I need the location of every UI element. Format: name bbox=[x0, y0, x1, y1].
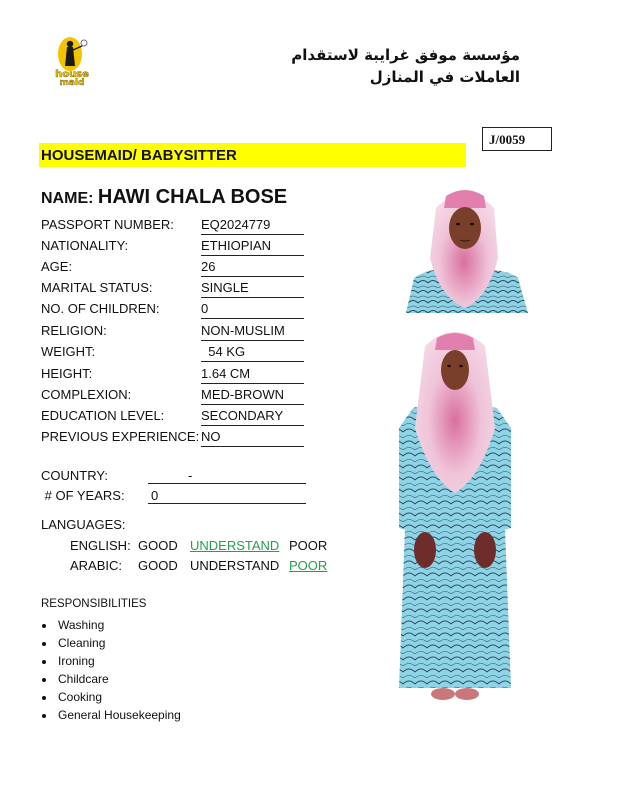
detail-value: 26 bbox=[201, 259, 304, 277]
detail-value: SECONDARY bbox=[201, 408, 304, 426]
name-label: NAME bbox=[41, 190, 89, 207]
responsibility-item: Childcare bbox=[41, 670, 181, 688]
detail-label: MARITAL STATUS: bbox=[41, 280, 153, 295]
candidate-name bbox=[41, 186, 287, 209]
languages-label: LANGUAGES: bbox=[41, 517, 126, 532]
language-level-understand: UNDERSTAND bbox=[190, 558, 280, 573]
portrait-photo-icon bbox=[388, 178, 542, 313]
language-row-arabic bbox=[70, 558, 340, 576]
responsibility-item: Ironing bbox=[41, 652, 181, 670]
experience-label: # OF YEARS: bbox=[41, 488, 125, 503]
portrait-photo bbox=[388, 178, 542, 313]
detail-value: ETHIOPIAN bbox=[201, 238, 304, 256]
full-body-photo bbox=[355, 318, 555, 712]
responsibilities-title: RESPONSIBILITIES bbox=[41, 598, 147, 610]
language-row-english bbox=[70, 538, 340, 556]
name-separator: : bbox=[88, 190, 94, 207]
full-body-photo-icon bbox=[355, 318, 555, 712]
detail-label: COMPLEXION: bbox=[41, 387, 132, 402]
responsibility-item: Washing bbox=[41, 616, 181, 634]
detail-label: NATIONALITY: bbox=[41, 238, 129, 253]
detail-value: EQ2024779 bbox=[201, 217, 304, 235]
detail-label: NO. OF CHILDREN: bbox=[41, 301, 160, 316]
detail-row-children bbox=[41, 298, 306, 319]
logo-text-house: house bbox=[55, 69, 89, 80]
detail-label: WEIGHT: bbox=[41, 344, 96, 359]
experience-value: 0 bbox=[148, 488, 306, 504]
detail-row-passport bbox=[41, 214, 306, 235]
language-level-understand-selected: UNDERSTAND bbox=[190, 538, 280, 553]
company-logo bbox=[52, 34, 98, 86]
detail-row-religion bbox=[41, 320, 306, 341]
agency-name-arabic: مؤسسة موفق غرايبة لاستقدام العاملات في المنازل bbox=[291, 46, 520, 86]
responsibility-item: General Housekeeping bbox=[41, 706, 181, 724]
language-level-poor: POOR bbox=[289, 538, 328, 553]
language-level-good: GOOD bbox=[138, 538, 178, 553]
detail-row-complexion bbox=[41, 384, 306, 405]
language-name: ARABIC: bbox=[70, 558, 123, 573]
experience-row-country bbox=[41, 466, 311, 486]
detail-value: NO bbox=[201, 429, 304, 447]
logo-text-maid: maid bbox=[59, 78, 85, 86]
detail-value: SINGLE bbox=[201, 280, 304, 298]
detail-label: PASSPORT NUMBER: bbox=[41, 217, 174, 232]
detail-label: AGE: bbox=[41, 259, 73, 274]
detail-row-marital-status bbox=[41, 277, 306, 298]
language-level-good: GOOD bbox=[138, 558, 178, 573]
detail-row-age bbox=[41, 256, 306, 277]
responsibilities-list bbox=[41, 616, 181, 724]
detail-row-nationality bbox=[41, 235, 306, 256]
detail-label: EDUCATION LEVEL: bbox=[41, 408, 165, 423]
language-name: ENGLISH: bbox=[70, 538, 131, 553]
language-level-poor-selected: POOR bbox=[289, 558, 328, 573]
housemaid-logo-icon bbox=[52, 34, 98, 86]
responsibility-item: Cooking bbox=[41, 688, 181, 706]
responsibility-item: Cleaning bbox=[41, 634, 181, 652]
detail-value: MED-BROWN bbox=[201, 387, 304, 405]
position-title: HOUSEMAID/ BABYSITTER bbox=[39, 143, 466, 167]
detail-row-weight bbox=[41, 341, 306, 362]
experience-row-years bbox=[41, 486, 311, 506]
experience-value: - bbox=[148, 468, 306, 484]
detail-label: RELIGION: bbox=[41, 323, 107, 338]
detail-label: HEIGHT: bbox=[41, 366, 93, 381]
detail-value: 1.64 CM bbox=[201, 366, 304, 384]
detail-row-height bbox=[41, 363, 306, 384]
detail-value: 54 KG bbox=[201, 344, 304, 362]
detail-label: PREVIOUS EXPERIENCE: bbox=[41, 429, 200, 444]
reference-number: J/0059 bbox=[482, 127, 552, 151]
detail-value: 0 bbox=[201, 301, 304, 319]
detail-value: NON-MUSLIM bbox=[201, 323, 304, 341]
name-value: HAWI CHALA BOSE bbox=[97, 186, 288, 208]
experience-label: COUNTRY: bbox=[41, 468, 108, 483]
detail-row-previous-experience bbox=[41, 426, 306, 447]
detail-row-education bbox=[41, 405, 306, 426]
